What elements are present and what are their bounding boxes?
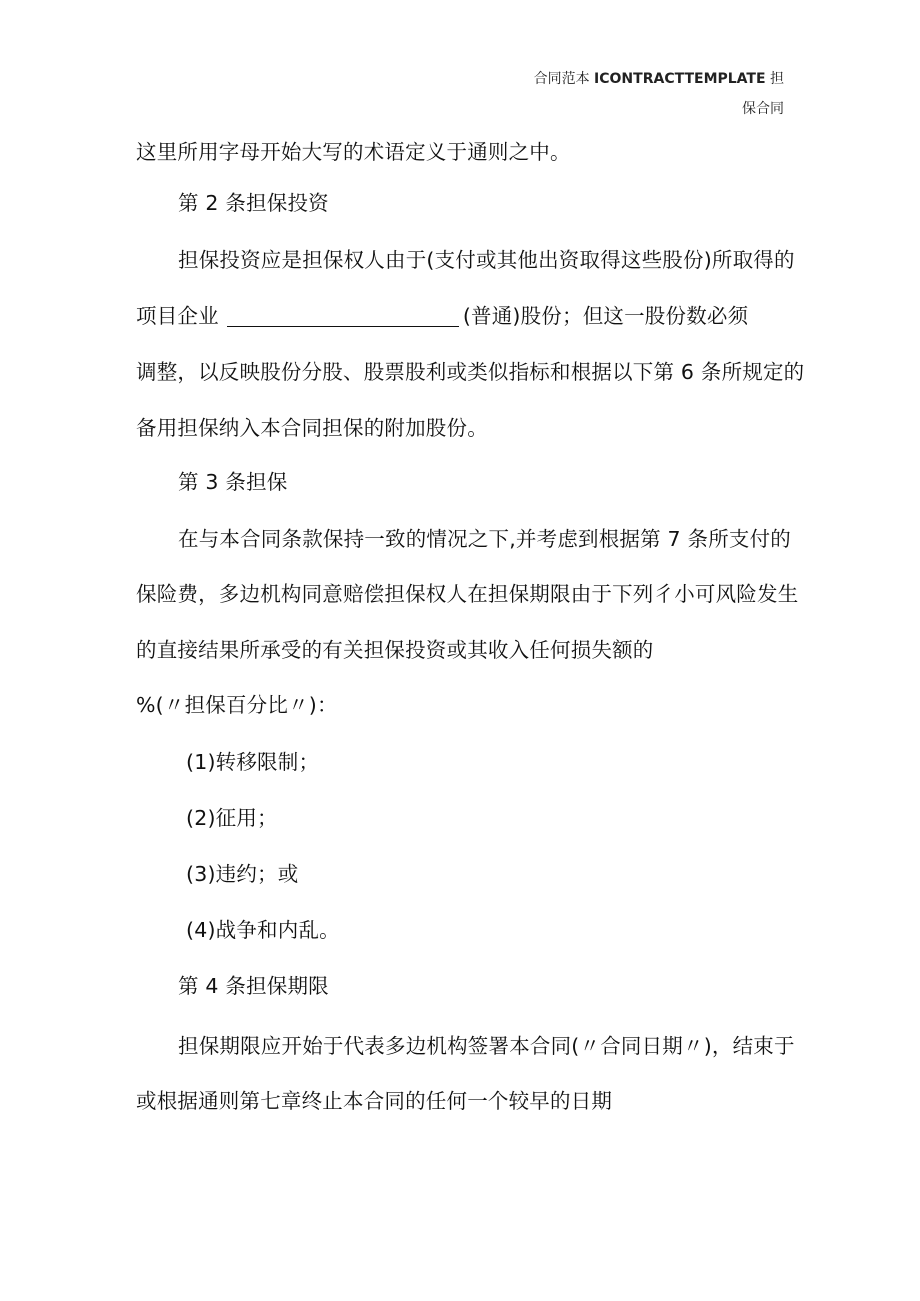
running-header-line-2: 保合同 [742, 101, 784, 117]
article-2-text-line-4: 备用担保纳入本合同担保的附加股份。 [136, 416, 488, 440]
article-4-text-line-1: 担保期限应开始于代表多边机构签署本合同(〃合同日期〃)，结束于 [178, 1034, 795, 1058]
article-2-text-line-2 [136, 302, 748, 330]
header-prefix: 合同范本 [533, 71, 590, 87]
list-item-3: (3)违约；或 [186, 862, 299, 886]
header-suffix: 担 [770, 71, 784, 87]
article-2-heading: 第 2 条担保投资 [178, 191, 329, 215]
fill-in-blank-underline [227, 304, 459, 327]
article-3-text-line-1: 在与本合同条款保持一致的情况之下,并考虑到根据第 7 条所支付的 [178, 527, 791, 551]
article-3-heading: 第 3 条担保 [178, 470, 288, 494]
article-2-text-after-blank: (普通)股份；但这一股份数必须 [462, 304, 749, 328]
article-4-heading: 第 4 条担保期限 [178, 974, 329, 998]
list-item-1: (1)转移限制； [186, 750, 320, 774]
list-item-2: (2)征用； [186, 806, 278, 830]
article-3-text-line-3: 的直接结果所承受的有关担保投资或其收入任何损失额的 [136, 638, 654, 662]
article-4-text-line-2: 或根据通则第七章终止本合同的任何一个较早的日期 [136, 1089, 613, 1113]
article-2-text-line-1: 担保投资应是担保权人由于(支付或其他出资取得这些股份)所取得的 [178, 248, 795, 272]
running-header-line-1 [534, 70, 784, 88]
header-brand: ICONTRACTTEMPLATE [594, 71, 766, 87]
article-3-text-line-2: 保险费，多边机构同意赔偿担保权人在担保期限由于下列彳小可风险发生 [136, 582, 799, 606]
list-item-4: (4)战争和内乱。 [186, 918, 340, 942]
article-2-text-before-blank: 项目企业 [136, 304, 219, 328]
definition-sentence: 这里所用字母开始大写的术语定义于通则之中。 [136, 140, 571, 164]
article-3-text-line-4: %(〃担保百分比〃)： [136, 693, 338, 717]
article-2-text-line-3: 调整，以反映股份分股、股票股利或类似指标和根据以下第 6 条所规定的 [136, 360, 805, 384]
